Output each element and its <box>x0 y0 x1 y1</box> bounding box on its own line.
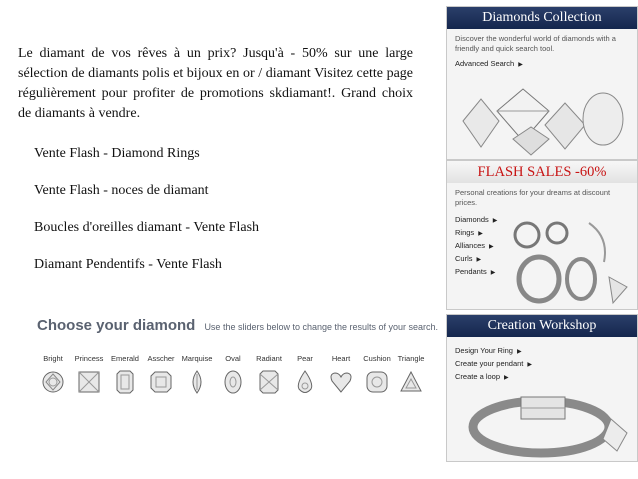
diamond-chooser <box>30 312 439 424</box>
shape-label: Bright <box>43 354 63 363</box>
link-label: Create your pendant <box>455 359 524 368</box>
shape-label: Marquise <box>181 354 213 363</box>
link-label: Curls <box>455 254 473 263</box>
flash-title: FLASH SALES -60% <box>447 161 637 183</box>
shape-label: Pear <box>297 354 313 363</box>
arrow-right-icon: ▶ <box>489 244 494 250</box>
link-noces-diamant[interactable]: Vente Flash - noces de diamant <box>34 183 209 198</box>
link-label: Rings <box>455 228 475 237</box>
collection-title: Diamonds Collection <box>447 7 637 29</box>
shape-pear[interactable] <box>288 354 322 394</box>
loose-diamonds-image <box>453 81 633 157</box>
workshop-title: Creation Workshop <box>447 315 637 337</box>
arrow-right-icon: ▶ <box>478 231 483 237</box>
workshop-link-design-ring[interactable] <box>447 345 637 358</box>
heart-diamond-icon <box>329 370 353 394</box>
shape-label: Princess <box>74 354 104 363</box>
asscher-diamond-icon <box>149 370 173 394</box>
link-label: Design Your Ring <box>455 346 513 355</box>
round-diamond-icon <box>41 370 65 394</box>
chooser-header <box>37 315 438 334</box>
arrow-right-icon: ▶ <box>516 349 522 355</box>
ring-image <box>461 379 633 459</box>
creation-workshop-panel <box>446 314 638 462</box>
shape-label: Triangle <box>397 354 425 363</box>
shape-bright[interactable] <box>36 354 70 394</box>
link-boucles-oreilles[interactable]: Boucles d'oreilles diamant - Vente Flash <box>34 220 260 235</box>
link-label: Diamonds <box>455 215 489 224</box>
arrow-right-icon: ▶ <box>492 218 498 224</box>
emerald-diamond-icon <box>113 370 137 394</box>
link-pendentifs[interactable]: Diamant Pendentifs - Vente Flash <box>34 257 222 272</box>
shape-label: Emerald <box>111 354 139 363</box>
triangle-diamond-icon <box>399 370 423 394</box>
radiant-diamond-icon <box>257 370 281 394</box>
intro-paragraph: Le diamant de vos rêves à un prix? Jusqu'à - 50% sur une large sélection de diamants polis et bijoux en or / diamant Visitez cette page régulièrement pour profiter de promotions skdiamant!. Grand choix de diamants à vendre. <box>18 46 413 121</box>
shape-heart[interactable] <box>324 354 358 394</box>
diamonds-collection-panel <box>446 6 638 160</box>
chooser-hint: Use the sliders below to change the results of your search. <box>204 322 439 332</box>
collection-description: Discover the wonderful world of diamonds with a friendly and quick search tool. <box>455 34 616 53</box>
shape-marquise[interactable] <box>180 354 214 394</box>
shape-triangle[interactable] <box>394 354 428 394</box>
shape-princess[interactable] <box>72 354 106 394</box>
princess-diamond-icon <box>77 370 101 394</box>
advanced-search-link[interactable] <box>447 58 637 71</box>
jewelry-image <box>509 217 633 307</box>
shape-label: Oval <box>225 354 241 363</box>
pear-diamond-icon <box>293 370 317 394</box>
flash-description: Personal creations for your dreams at discount prices. <box>455 188 611 207</box>
link-diamond-rings[interactable]: Vente Flash - Diamond Rings <box>34 146 200 161</box>
arrow-right-icon: ▶ <box>504 375 509 381</box>
arrow-right-icon: ▶ <box>476 257 482 263</box>
shape-asscher[interactable] <box>144 354 178 394</box>
shape-label: Cushion <box>363 354 391 363</box>
chooser-title: Choose your diamond <box>37 317 196 334</box>
link-label: Create a loop <box>455 372 501 381</box>
workshop-link-pendant[interactable] <box>447 358 637 371</box>
arrow-right-icon: ▶ <box>490 270 496 276</box>
oval-diamond-icon <box>221 370 245 394</box>
arrow-right-icon: ▶ <box>518 62 523 68</box>
advanced-search-label: Advanced Search <box>455 59 515 68</box>
cushion-diamond-icon <box>365 370 389 394</box>
link-label: Pendants <box>455 267 487 276</box>
shape-label: Asscher <box>147 354 175 363</box>
shape-label: Radiant <box>256 354 282 363</box>
marquise-diamond-icon <box>185 370 209 394</box>
shape-radiant[interactable] <box>252 354 286 394</box>
shape-emerald[interactable] <box>108 354 142 394</box>
flash-sales-panel <box>446 160 638 310</box>
shape-oval[interactable] <box>216 354 250 394</box>
shape-label: Heart <box>331 354 351 363</box>
shape-cushion[interactable] <box>360 354 394 394</box>
flash-links-list <box>34 146 259 294</box>
link-label: Alliances <box>455 241 486 250</box>
arrow-right-icon: ▶ <box>527 362 533 368</box>
